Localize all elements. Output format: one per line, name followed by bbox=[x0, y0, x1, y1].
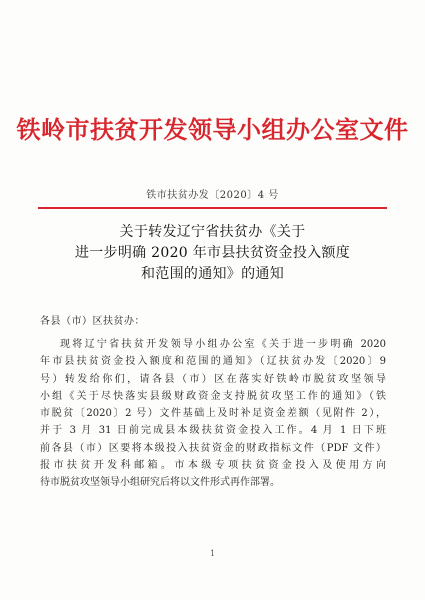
subject-line: 和范围的通知》的通知 bbox=[141, 266, 284, 282]
body-line: 市脱贫〔2020〕2 号）文件基础上及时补足资金差额（见附件 2）， bbox=[40, 408, 386, 420]
body-line: 号）转发给你们，请各县（市）区在落实好铁岭市脱贫攻坚领导 bbox=[40, 373, 386, 385]
document-header-title: 铁岭市扶贫开发领导小组办公室文件 bbox=[16, 115, 409, 144]
subject-line: 进一步明确 2020 年市县扶贫资金投入额度 bbox=[74, 245, 351, 261]
body-line: 现将辽宁省扶贫开发领导小组办公室《关于进一步明确 2020 bbox=[60, 339, 386, 350]
subject-line: 关于转发辽宁省扶贫办《关于 bbox=[119, 224, 306, 240]
body-line: 待市脱贫攻坚领导小组研究后将以文件形式再作部署。 bbox=[40, 477, 280, 489]
body-line: 并于 3 月 31 日前完成县本级扶贫资金投入工作。4 月 1 日下班 bbox=[40, 425, 386, 437]
page-number: 1 bbox=[209, 549, 216, 558]
document-subject bbox=[0, 222, 425, 285]
body-line: 前各县（市）区要将本级投入扶贫资金的财政指标文件（PDF 文件） bbox=[40, 442, 386, 454]
body-line: 小组《关于尽快落实县级财政资金支持脱贫攻坚工作的通知》（铁 bbox=[40, 390, 386, 402]
salutation: 各县（市）区扶贫办： bbox=[40, 316, 145, 327]
red-divider-line bbox=[38, 207, 387, 209]
body-line: 年市县扶贫资金投入额度和范围的通知》（辽扶贫办发〔2020〕9 bbox=[40, 356, 386, 368]
body-line: 报市扶贫开发科邮箱。市本级专项扶贫资金投入及使用方向 bbox=[40, 460, 386, 472]
body-paragraph bbox=[40, 336, 386, 492]
document-number: 铁市扶贫办发〔2020〕4 号 bbox=[146, 190, 279, 201]
